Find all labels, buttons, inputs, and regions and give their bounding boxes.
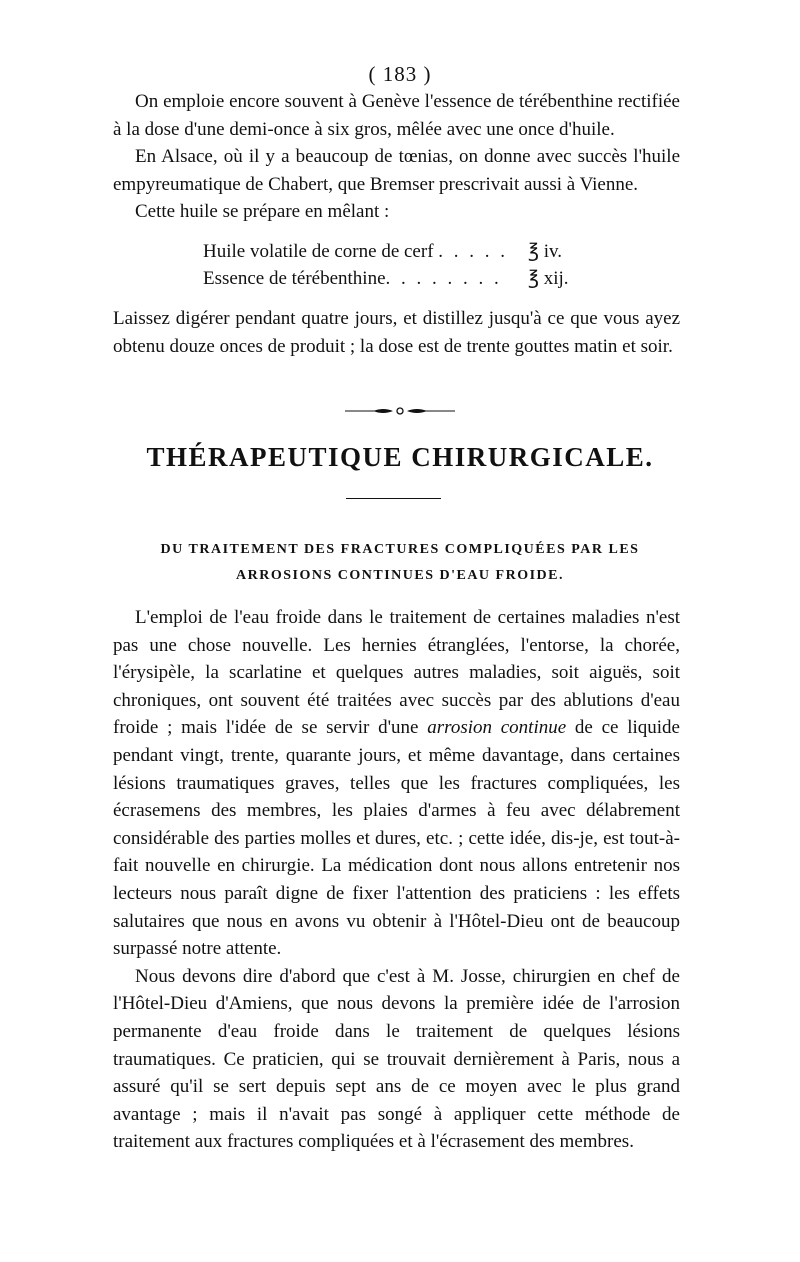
formula-dose: ℥ iv. [528, 240, 563, 262]
upper-text-block [113, 88, 680, 360]
formula-ingredient: Huile volatile de corne de cerf . . . . . [203, 240, 509, 262]
section-title: THÉRAPEUTIQUE CHIRURGICALE. [146, 442, 654, 472]
page-number: ( 183 ) [368, 62, 432, 86]
formula-row [113, 265, 680, 292]
formula-dose: ℥ xij. [528, 267, 569, 289]
paragraph-preparation: Cette huile se prépare en mêlant : [135, 201, 390, 223]
formula-list [113, 238, 680, 292]
leader-dots: . . . . . [438, 240, 509, 262]
paragraph-cold-water: L'emploi de l'eau froide dans le traitement de certaines maladies n'est pas une chose nouvelle. Les hernies étranglées, l'entorse, la chorée, l'érysipèle, la scarlatine et quelques autres maladies, soit aiguës, soit chroniques, ont souvent été traitées avec succès par des ablutions d'eau froide ; mais l'idée de se servir d'une arrosion continue de ce liquide pendant vingt, trente, quarante jours, et même davantage, dans certaines lésions traumatiques graves, telles que les fractures compliquées, les écrasemens des membres, les plaies d'armes à feu avec délabrement considérable des parties molles et dures, etc. ; cette idée, dis-je, est tout-à-fait nouvelle en chirurgie. La médication dont nous allons entretenir nos lecteurs nous paraît digne de fixer l'attention des praticiens : les effets salutaires que nous en avons vu obtenir à l'Hôtel-Dieu ont de beaucoup surpassé notre attente. [113, 607, 680, 960]
paragraph-digestion: Laissez digérer pendant quatre jours, et distillez jusqu'à ce que vous ayez obtenu douze onces de produit ; la dose est de trente gouttes matin et soir. [113, 307, 680, 357]
section-rule [346, 498, 441, 499]
article-title: DU TRAITEMENT DES FRACTURES COMPLIQUÉES PAR LES ARROSIONS CONTINUES D'EAU FROIDE. [160, 542, 640, 583]
paragraph-geneva: On emploie encore souvent à Genève l'essence de térébenthine rectifiée à la dose d'une demi-once à six gros, mêlée avec une once d'huile. [113, 91, 680, 140]
paragraph-josse: Nous devons dire d'abord que c'est à M. Josse, chirurgien en chef de l'Hôtel-Dieu d'Amiens, que nous devons la première idée de l'arrosion permanente d'eau froide dans le traitement de quelques lésions traumatiques. Ce praticien, qui se trouvait dernièrement à Paris, nous a assuré qu'il se sert depuis sept ans de ce moyen avec le plus grand avantage ; mais il n'avait pas songé à appliquer cette méthode de traitement aux fractures compliquées et à l'écrasement des membres. [113, 965, 680, 1153]
paragraph-alsace: En Alsace, où il y a beaucoup de tœnias, on donne avec succès l'huile empyreumatique de Chabert, que Bremser prescrivait aussi à Vienne. [113, 146, 680, 195]
formula-ingredient: Essence de térébenthine. . . . . . . . [203, 267, 502, 289]
article-body [113, 604, 680, 1156]
ornament-divider-icon [345, 406, 455, 416]
formula-row [113, 238, 680, 265]
italic-term: arrosion continue [427, 717, 567, 739]
leader-dots: . . . . . . . . [385, 267, 502, 289]
